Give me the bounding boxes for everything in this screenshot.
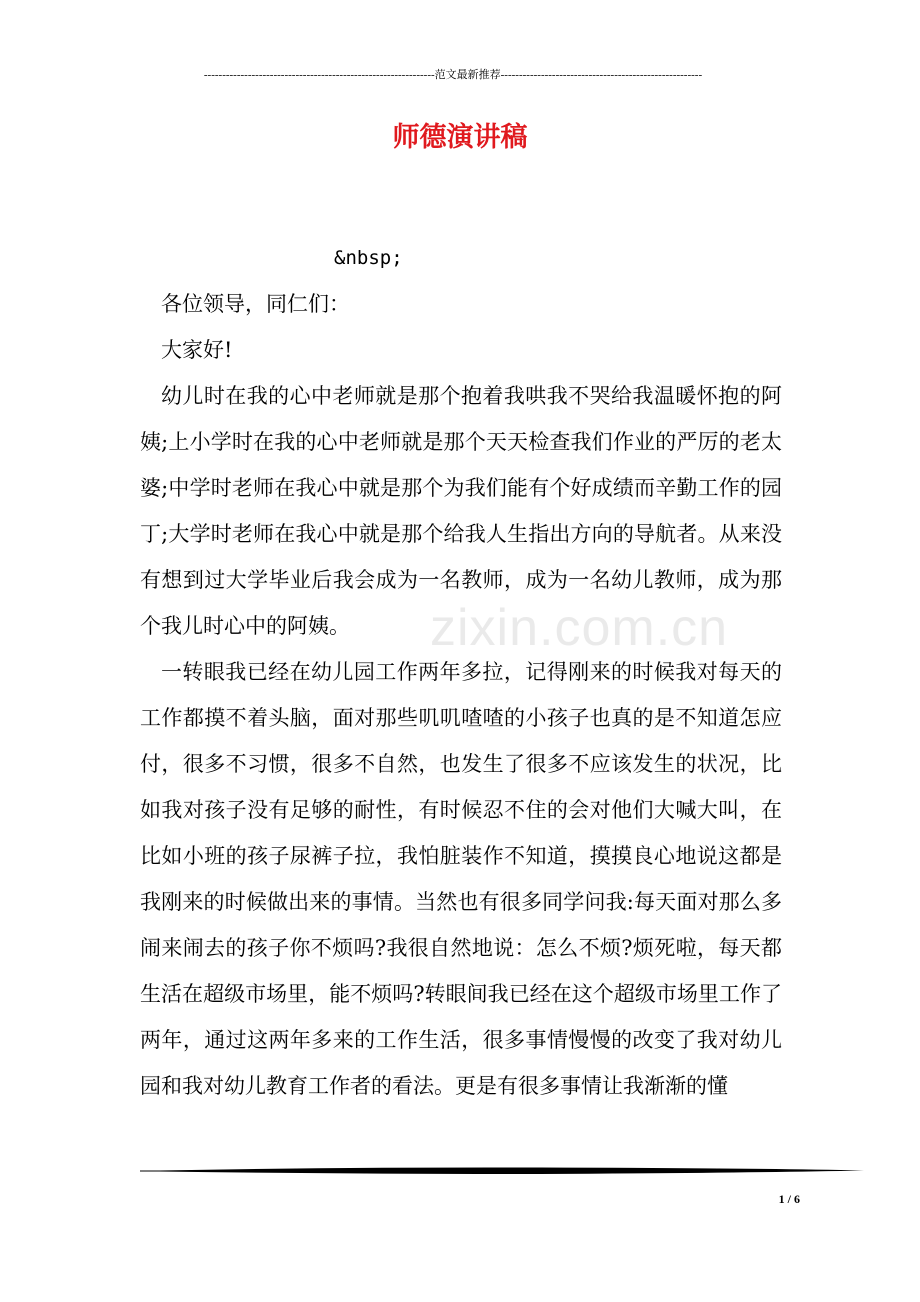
watermark: zixin.com.cn — [430, 599, 729, 657]
nbsp-line: &nbsp; — [334, 247, 403, 269]
footer-divider — [140, 1166, 864, 1176]
greeting: 大家好! — [161, 338, 233, 362]
paragraph-childhood: 幼儿时在我的心中老师就是那个抱着我哄我不哭给我温暖怀抱的阿姨;上小学时在我的心中老师就是那个天天检查我们作业的严厉的老太婆;中学时老师在我心中就是那个为我们能有个好成绩而辛勤工作的园丁;大学时老师在我心中就是那个给我人生指出方向的导航者。从来没有想到过大学毕业后我会成为一名教师，成为一名幼儿教师，成为那个我儿时心中的阿姨。 — [140, 384, 782, 638]
page-number: 1 / 6 — [778, 1192, 800, 1206]
document-title: 师德演讲稿 — [392, 122, 528, 153]
paragraph-work: 一转眼我已经在幼儿园工作两年多拉，记得刚来的时候我对每天的工作都摸不着头脑，面对那些叽叽喳喳的小孩子也真的是不知道怎应付，很多不习惯，很多不自然，也发生了很多不应该发生的状况，比如我对孩子没有足够的耐性，有时候忍不住的会对他们大喊大叫，在比如小班的孩子尿裤子拉，我怕脏装作不知道，摸摸良心地说这都是我刚来的时候做出来的事情。当然也有很多同学问我:每天面对那么多闹来闹去的孩子你不烦吗?我很自然地说：怎么不烦?烦死啦，每天都生活在超级市场里，能不烦吗?转眼间我已经在这个超级市场里工作了两年，通过这两年多来的工作生活，很多事情慢慢的改变了我对幼儿园和我对幼儿教育工作者的看法。更是有很多事情让我渐渐的懂 — [140, 660, 782, 1098]
header-banner: ---------------------------------------------------------------范文最新推荐------------------------------------------------------- — [203, 69, 703, 81]
document-body — [140, 235, 782, 1109]
salutation: 各位领导，同仁们： — [161, 292, 350, 316]
